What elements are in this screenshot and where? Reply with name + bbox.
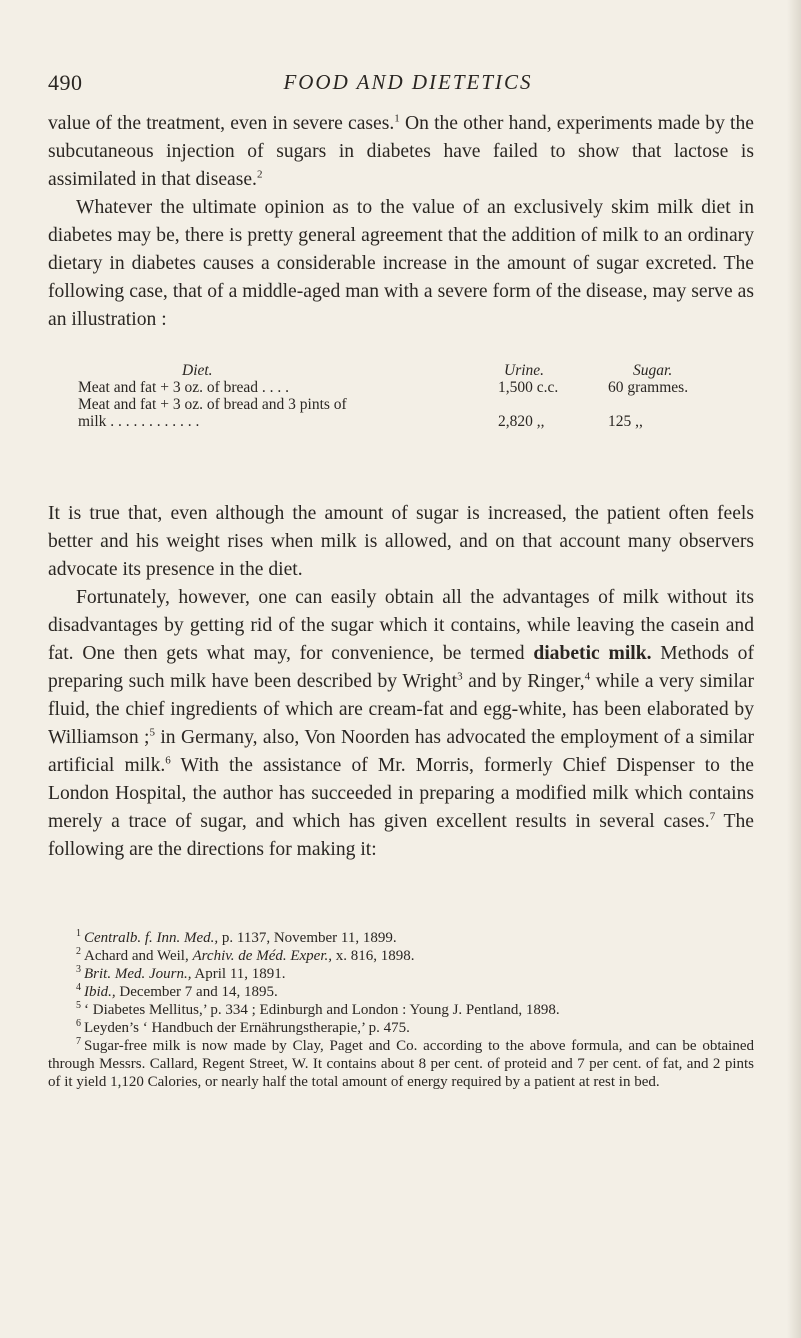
footnote-number: 5 xyxy=(76,1000,81,1011)
text-run: Sugar-free milk is now made by Clay, Paget and Co. according to the above formula, and can be obtained through Messrs. Callard, Regent Street, W. It contains about 8 per cent. of proteid and 7 per cent. of fat, and 2 pints of it yield 1,120 Calories, or nearly half the total amount of energy required by a patient at rest in bed. xyxy=(48,1038,754,1090)
paragraph xyxy=(48,584,754,864)
footnote-number: 4 xyxy=(76,982,81,993)
footnote-ref: 6 xyxy=(165,754,171,767)
footnote xyxy=(48,929,754,947)
text-run: April 11, 1891. xyxy=(191,966,286,982)
page-edge-shadow xyxy=(787,0,801,1338)
footnote-ref: 2 xyxy=(256,168,263,181)
text-run: Leyden’s ‘ Handbuch der Ernährungstherapie,’ p. 475. xyxy=(84,1020,410,1036)
footnote xyxy=(48,965,754,983)
page-number: 490 xyxy=(48,70,83,95)
citation-title: Ibid., xyxy=(84,984,116,1000)
footnote-ref: 5 xyxy=(149,726,155,739)
table-cell: 125 ,, xyxy=(608,413,643,430)
table-cell: milk . . . . . . . . . . . . xyxy=(78,413,200,430)
text-run: while a very similar fluid, the chief ingredients of which are cream-fat and egg-white, has been elaborated by Williamson ; xyxy=(48,671,754,748)
table-cell: Meat and fat + 3 oz. of bread and 3 pints of xyxy=(78,396,347,413)
footnote-ref: 1 xyxy=(394,112,400,125)
text-run: p. 1137, November 11, 1899. xyxy=(218,930,397,946)
footnote xyxy=(48,1037,754,1091)
table-header-sugar: Sugar. xyxy=(633,362,673,379)
text-run: On the other hand, experiments made by the subcutaneous injection of sugars in diabetes have failed to show that lactose is assimilated in that disease. xyxy=(48,113,754,190)
footnote-number: 6 xyxy=(76,1018,81,1029)
table-row xyxy=(78,379,768,396)
text-run: ‘ Diabetes Mellitus,’ p. 334 ; Edinburgh and London : Young J. Pentland, 1898. xyxy=(84,1002,560,1018)
footnote-number: 3 xyxy=(76,964,81,975)
footnote xyxy=(48,983,754,1001)
footnote-ref: 4 xyxy=(584,670,591,683)
footnote-ref: 7 xyxy=(709,810,716,823)
footnote xyxy=(48,947,754,965)
footnote xyxy=(48,1001,754,1019)
paragraph xyxy=(48,110,754,194)
body-text-top xyxy=(48,110,754,334)
text-run: With the assistance of Mr. Morris, formerly Chief Dispenser to the London Hospital, the author has succeeded in preparing a modified milk which contains merely a trace of sugar, and which has given excellent results in several cases. xyxy=(48,755,754,832)
footnote-number: 7 xyxy=(76,1036,81,1047)
table-cell: 1,500 c.c. xyxy=(498,379,559,396)
table-row xyxy=(78,396,768,413)
text-run: Methods of preparing such milk have been described by Wright xyxy=(48,643,754,692)
text-run: The following are the directions for making it: xyxy=(48,811,754,860)
footnotes xyxy=(48,929,754,1091)
text-run: Fortunately, however, one can easily obtain all the advantages of milk without its disadvantages by getting rid of the sugar which it contains, while leaving the casein and fat. One then gets what may, for convenience, be termed xyxy=(48,587,754,664)
body-text-bottom xyxy=(48,500,754,864)
paragraph: It is true that, even although the amount of sugar is increased, the patient often feels better and his weight rises when milk is allowed, and on that account many observers advocate its presence in the diet. xyxy=(48,503,754,580)
text-run: x. 816, 1898. xyxy=(332,948,415,964)
text-run: value of the treatment, even in severe cases. xyxy=(48,113,395,134)
citation-title: Brit. Med. Journ., xyxy=(84,966,192,982)
footnote xyxy=(48,1019,754,1037)
table-header-row xyxy=(78,362,768,379)
text-run: December 7 and 14, 1895. xyxy=(115,984,278,1000)
table-cell: Meat and fat + 3 oz. of bread . . . . xyxy=(78,379,290,396)
table-row xyxy=(78,413,768,430)
footnote-ref: 3 xyxy=(457,670,463,683)
footnote-number: 1 xyxy=(76,928,81,939)
citation-title: Centralb. f. Inn. Med., xyxy=(84,930,219,946)
text-run: in Germany, also, Von Noorden has advocated the employment of a similar artificial milk. xyxy=(48,727,755,776)
table-cell: 2,820 ,, xyxy=(498,413,545,430)
citation-title: Archiv. de Méd. Exper., xyxy=(192,948,333,964)
text-run: and by Ringer, xyxy=(462,671,585,692)
diet-table xyxy=(78,362,768,430)
table-cell: 60 grammes. xyxy=(608,379,689,396)
running-title: FOOD AND DIETETICS xyxy=(283,70,533,94)
footnote-number: 2 xyxy=(76,946,81,957)
text-run: Achard and Weil, xyxy=(84,948,193,964)
table-header-urine: Urine. xyxy=(504,362,545,379)
table-header-diet: Diet. xyxy=(182,362,213,379)
emphasis-term: diabetic milk. xyxy=(533,643,652,664)
paragraph: Whatever the ultimate opinion as to the value of an exclusively skim milk diet in diabetes may be, there is pretty general agreement that the addition of milk to an ordinary dietary in diabetes causes a considerable increase in the amount of sugar excreted. The following case, that of a middle-aged man with a severe form of the disease, may serve as an illustration : xyxy=(48,197,754,330)
